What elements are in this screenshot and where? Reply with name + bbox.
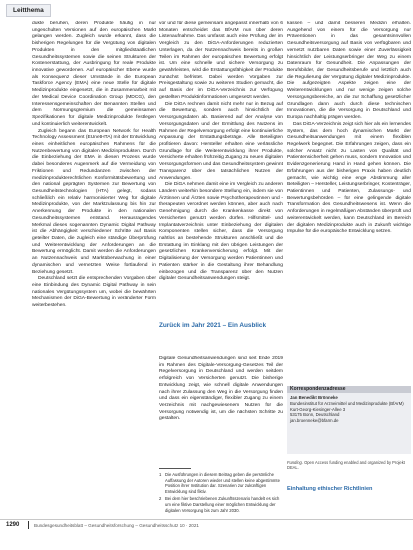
paragraph: Deutschland setzt die entsprechenden Vorgaben über eine Einbindung des Dynamic Digital Pathway in sein nationales Vergütungssystem um, wobei die bewährten Mechanismen der DiGA-Bewertung in veränderter Form weiterbestehen. — [32, 276, 156, 309]
funding-text: Open Access funding enabled and organized by Projekt DEAL. — [287, 460, 405, 471]
correspondence-body — [287, 393, 411, 426]
footnote-mark: 1 — [159, 472, 162, 477]
address-line: Kurt-Georg-Kiesinger-Allee 3 — [290, 406, 346, 412]
text-column-right — [287, 21, 411, 381]
footnote-text: Bei dem hier beschriebenen Zukunftsszenario handelt es sich um eine fiktive Darstellung einer möglichen Entwicklung der digitalen Versorgung bis zum Jahr 2030. — [165, 496, 280, 513]
footnote-divider — [159, 468, 191, 469]
paragraph: Das DiGA-Verzeichnis zeigt sich hier als ein lernendes System, das dem hoch dynamischen Markt der Gesundheitsanwendungen mit einem flexiblen Regelwerk begegnet. Die Erfahrungen zeigen, dass ein solcher Ansatz nicht zu Lasten von Qualität und Patientensicherheit gehen muss, sondern Innovation und Evidenzgenerierung Hand in Hand gehen können. Die Erfahrungen aus der bisherigen Praxis haben deutlich gemacht, wie wichtig eine enge Abstimmung aller Beteiligten – Hersteller, Leistungserbringer, Kostenträger, Patientinnen und Patienten, Zulassungs- und Bewertungsbehörden – für eine gelingende digitale Transformation des Gesundheitswesens ist. Wenn die Anforderungen in regelmäßigen Abständen überprüft und weiterentwickelt werden, kann Deutschland im Bereich der digitalen Medizinprodukte auch in Zukunft wichtige Impulse für die europäische Entwicklung setzen. — [287, 121, 411, 235]
address-line: 53175 Bonn, Deutschland — [290, 412, 340, 418]
correspondence-heading: Korrespondenzadresse — [287, 386, 411, 393]
author-name: Jan Benedikt Brönneke — [290, 395, 338, 400]
section-heading: Zurück im Jahr 2021 – Ein Ausblick — [159, 322, 267, 329]
paragraph: vor und für diese gemeinsam angepasst innerhalb von 6 Monaten entscheidet das BfArM nun über deren Listenaufnahme. Das umfasst auch eine Prüfung der im Vergleich zu den DiGA-Anforderungen reduzierten Unterlagen, da der Nutzennachweis bereits in großen Teilen im Rahmen der europäischen Bewertung erfolgt ist. Um eine schnelle und sichere Versorgung zu gewährleisten, wird die Erstattungsfähigkeit der Produkte zunächst befristet. Dabei werden Vorgaben zur Preisgestaltung sowie zu weiteren Studien gemacht, die auf Basis der im DiGA-Verzeichnis zur Verfügung gestellten Produktinformationen umgesetzt werden. — [159, 21, 283, 100]
email-link[interactable]: jan.broenneke@bfarm.de — [290, 418, 339, 424]
footnote-text: Die Ausführungen in diesem Beitrag geben die persönliche Auffassung der Autoren wieder und stellen keine abgestimmte Position ihrer Institution dar. Szenarien zur zukünftigen Entwicklung sind fiktiv. — [165, 472, 280, 494]
text-column-left — [32, 21, 156, 518]
page-number: 1290 — [6, 522, 20, 528]
paragraph: Zugleich begann das European Network for Health Technology Assessment (EUnetHTA) mit der Entwicklung eines einheitlichen europäischen Rahmens für die Nutzenbewertung von digitalen Medizinprodukten. Durch die Einbeziehung der EMA in diesen Prozess wurde dabei besonderes Augenmerk auf die Vermeidung von Friktionen und Redundanzen zwischen der medizinprodukterechtlichen Konformitätsbewertung und den national geprägten Systemen zur Bewertung von Gesundheitstechnologien (HTA) gelegt, sodass schließlich ein relativ harmonisierter Weg für digitale Medizinprodukte, von der Marktzulassung bis hin zur Anerkennung der Produkte in den nationalen Gesundheitssystemen entstand. Herausragendes Merkmal dieses sogenannten Dynamic Digital Pathway ist die Abhängigkeit verschiedener Schritte auf Basis geteilter Daten, die zugleich eine ständige Überprüfung und Weiterentwicklung der Anforderungen an die Bewertung ermöglicht. Damit werden die Anforderungen an Nutzennachweis und Marktüberwachung in einer dynamischen und vernetzten Weise fortlaufend in Beziehung gesetzt. — [32, 128, 156, 275]
paragraph: Die DiGA rechnen damit nicht mehr nur in Bezug auf die Bewertung, sondern auch hinsichtlich der Versorgungsdaten ab. Basierend auf der Analyse von Versorgungsdaten und der Ermittlung des Nutzens im Rahmen der Regelversorgung erfolgt eine kontinuierliche Anpassung der Erstattungsbeträge. Alle Beteiligten profitieren davon: Hersteller erhalten eine verlässliche Grundlage für die Weiterentwicklung ihrer Produkte, Versicherte erhalten frühzeitig Zugang zu neuen digitalen Versorgungsformen und das Gesundheitssystem gewinnt Transparenz über den tatsächlichen Nutzen der Anwendungen. — [159, 101, 283, 181]
footnote — [159, 496, 283, 513]
ethics-heading: Einhaltung ethischer Richtlinien — [287, 486, 373, 492]
funding-note: Funding. Open Access funding enabled and organized by Projekt DEAL. — [287, 460, 405, 471]
text-column-middle — [159, 21, 283, 341]
footnote — [159, 472, 283, 494]
footer-separator — [28, 521, 29, 529]
address-line: Bundesinstitut für Arzneimittel und Medizinprodukte (BfArM) — [290, 400, 404, 406]
footnote-mark: 2 — [159, 496, 162, 502]
paragraph: Die DiGA nehmen damit eine im Vergleich zu anderen Ländern weiterhin besondere Stellung ein, indem sie von Ärztinnen und Ärzten sowie Psychotherapeutinnen und -therapeuten verordnet werden können, aber auch nach Genehmigung durch die Krankenkasse direkt von Versicherten genutzt werden dürfen. Hilfsmittel- und Implantatverzeichnis unter Einbeziehung der digitalen Komponenten stellen sicher, dass die Versorgung nahtlos an bestehende Strukturen anschließt und die Erstattung im Einklang mit den übrigen Leistungen der gesetzlichen Krankenversicherung erfolgt. Mit der Digitalisierung der Versorgung werden Patientinnen und Patienten stärker in die Gestaltung ihrer Behandlung einbezogen und die Transparenz über den Nutzen digitaler Gesundheitsanwendungen steigt. — [159, 182, 283, 282]
paragraph: Digitale Gesundheitsanwendungen sind seit Ende 2019 im Rahmen des Digitale-Versorgung-Gesetzes Teil der Regelversorgung in Deutschland und werden seitdem erfolgreich von Versicherten genutzt. Die bisherige Entwicklung zeigt, wie schnell digitale Anwendungen nach ihrer Zulassung den Weg in die Versorgung finden und dass ein eigenständiger, flexibler Zugang zu einem Verzeichnis mit nachgewiesenem Nutzen für die Versorgung notwendig ist, um die nächsten Schritte zu gestalten. — [159, 356, 283, 422]
text-column-middle-lower — [159, 356, 283, 463]
paragraph: kassen – und damit besseren Medizin erhalten. Ausgehend von einem für die Versorgung nur Präventionen in das gesamtsinnvollen Gesundheitsversorgung auf Basis von verfügbaren und vernetzt nutzbaren Daten sowie einer Zuverlässigkeit hinsichtlich der Leistungserbringer der Weg zu einem Datenraum für Gesundheit. Die Anpassungen der Berufsbilder, der Gesundheitsberufe und letztlich auch die Regulierung der Vergütung digitaler Medizinprodukte. Die aufgezeigten Aspekte zeigen eine der Weiterentwicklungen und nur wenige zeigen solche Versorgungsbereiche, an die zur Schaffung gesetzlicher Grundlagen dann auch durch diese technischen Innovationen, die die Versorgung in Deutschland und Europa nachhaltig prägen werden. — [287, 21, 411, 121]
paragraph: dukte beruhen, deren Produkte häufig in nur ungeschulten Versionen auf den europäischen Markt gelangen werden. Zugleich wurde erkannt, dass die bisherigen Regelungen für die Vergütung von digitalen Produkten in den mitgliedstaatlichen Gesundheitssystemen sowie die seinen Strukturen der Kostenerstattung, der Ausbringung für reale Produkte innovative gewordenen. Auf europäischer Ebene wurde als Konsequenz dieser Umstände in die European Taskforce Agency (EMA) eine neue Stelle für digitale Medizinprodukte eingesetzt, die in Zusammenarbeit mit der Medical Device Coordination Group (MDCG), den Interessensgemeinschaften der Benannten Stellen und dem Normungsgremium die gemeinsamen Spezifikationen für digitale Medizinprodukte festlegen und kontinuierlich weiterentwickelt. — [32, 21, 156, 127]
funding-label: Funding — [287, 460, 302, 465]
journal-citation: Bundesgesundheitsblatt – Gesundheitsforschung – Gesundheitsschutz 10 · 2021 — [34, 523, 199, 528]
footnotes — [159, 472, 283, 515]
section-tag: Leitthema — [6, 4, 51, 17]
correspondence-box — [287, 386, 411, 454]
footer-divider — [0, 519, 413, 520]
